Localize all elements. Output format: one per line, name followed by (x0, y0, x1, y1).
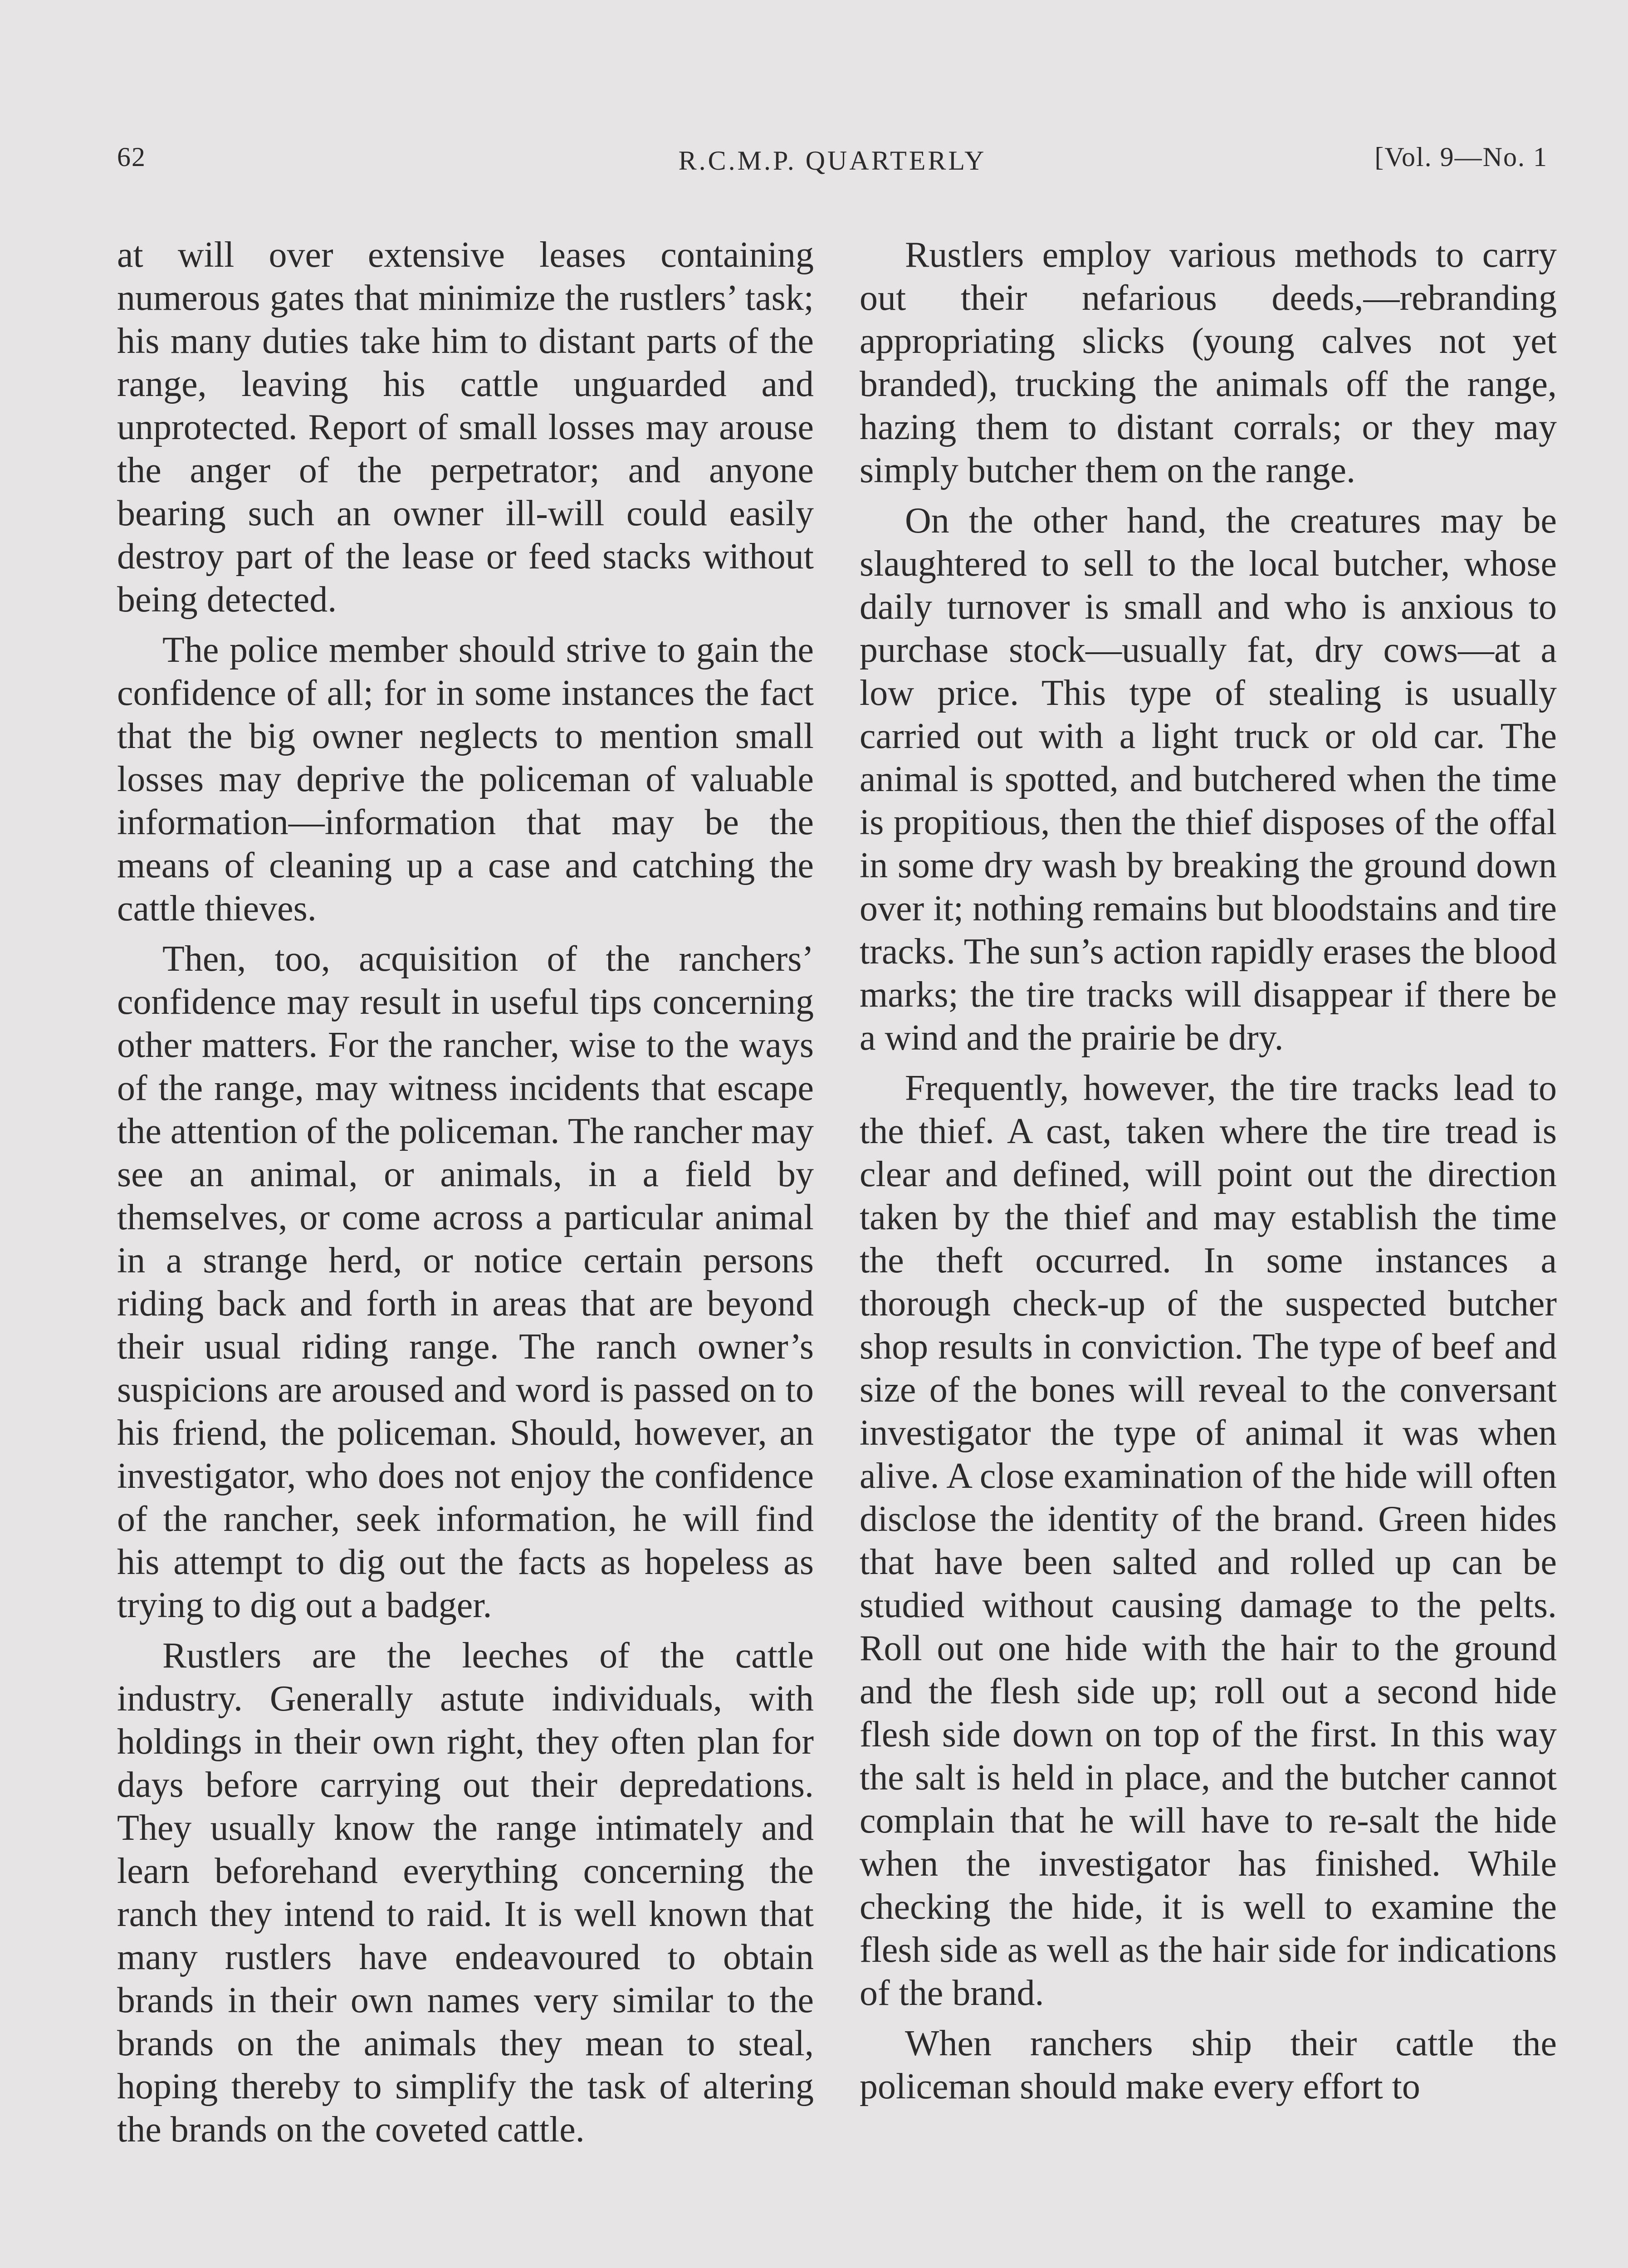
paragraph: On the other hand, the creatures may be slaughtered to sell to the local butcher, whose daily turnover is small and who is anxious to purchase stock—usually fat, dry cows—at a low price. This type of stealing is usually carried out with a light truck or old car. The animal is spotted, and butchered when the time is propitious, then the thief disposes of the offal in some dry wash by breaking the ground down over it; nothing remains but bloodstains and tire tracks. The sun’s action rapidly erases the blood marks; the tire tracks will disappear if there be a wind and the prairie be dry. (860, 501, 1557, 1058)
paragraph: Rustlers employ various methods to carry out their nefarious deeds,—rebranding appropriating slicks (young calves not yet branded), trucking the animals off the range, hazing them to distant corrals; or they may simply butcher them on the range. (860, 235, 1557, 490)
page-header (117, 142, 1548, 182)
paragraph: Rustlers are the leeches of the cattle industry. Generally astute individuals, with holdings in their own right, they often plan for days before carrying out their depredations. They usually know the range intimately and learn beforehand everything concerning the ranch they intend to raid. It is well known that many rustlers have endeavoured to obtain brands in their own names very similar to the brands on the animals they mean to steal, hoping thereby to simplify the task of altering the brands on the coveted cattle. (117, 1636, 814, 2150)
right-column (860, 234, 1557, 2116)
paragraph: at will over extensive leases containing numerous gates that minimize the rustlers’ task; his many duties take him to distant parts of the range, leaving his cattle unguarded and unprotected. Report of small losses may arouse the anger of the perpetrator; and anyone bearing such an owner ill-will could easily destroy part of the lease or feed stacks without being detected. (117, 235, 814, 620)
paragraph: Frequently, however, the tire tracks lead to the thief. A cast, taken where the tire tread is clear and defined, will point out the direction taken by the thief and may establish the time the theft occurred. In some instances a thorough check-up of the suspected butcher shop results in conviction. The type of beef and size of the bones will reveal to the conversant investigator the type of animal it was when alive. A close examination of the hide will often disclose the identity of the brand. Green hides that have been salted and rolled up can be studied without causing damage to the pelts. Roll out one hide with the hair to the ground and the flesh side up; roll out a second hide flesh side down on top of the first. In this way the salt is held in place, and the butcher cannot complain that he will have to re-salt the hide when the investigator has finished. While checking the hide, it is well to examine the flesh side as well as the hair side for indications of the brand. (860, 1068, 1557, 2013)
left-column (117, 234, 814, 2159)
page-number: 62 (117, 142, 146, 172)
paragraph: When ranchers ship their cattle the policeman should make every effort to (860, 2024, 1557, 2107)
issue-info: [Vol. 9—No. 1 (1374, 142, 1548, 172)
paragraph: The police member should strive to gain the confidence of all; for in some instances the fact that the big owner neglects to mention small losses may deprive the policeman of valuable information—information that may be the means of cleaning up a case and catching the cattle thieves. (117, 630, 814, 929)
running-title: R.C.M.P. QUARTERLY (678, 146, 987, 176)
paragraph: Then, too, acquisition of the ranchers’ confidence may result in useful tips concerning other matters. For the rancher, wise to the ways of the range, may witness incidents that escape the attention of the policeman. The rancher may see an animal, or animals, in a field by themselves, or come across a particular animal in a strange herd, or notice certain persons riding back and forth in areas that are beyond their usual riding range. The ranch owner’s suspicions are aroused and word is passed on to his friend, the policeman. Should, however, an investigator, who does not enjoy the confidence of the rancher, seek information, he will find his attempt to dig out the facts as hopeless as trying to dig out a badger. (117, 939, 814, 1625)
